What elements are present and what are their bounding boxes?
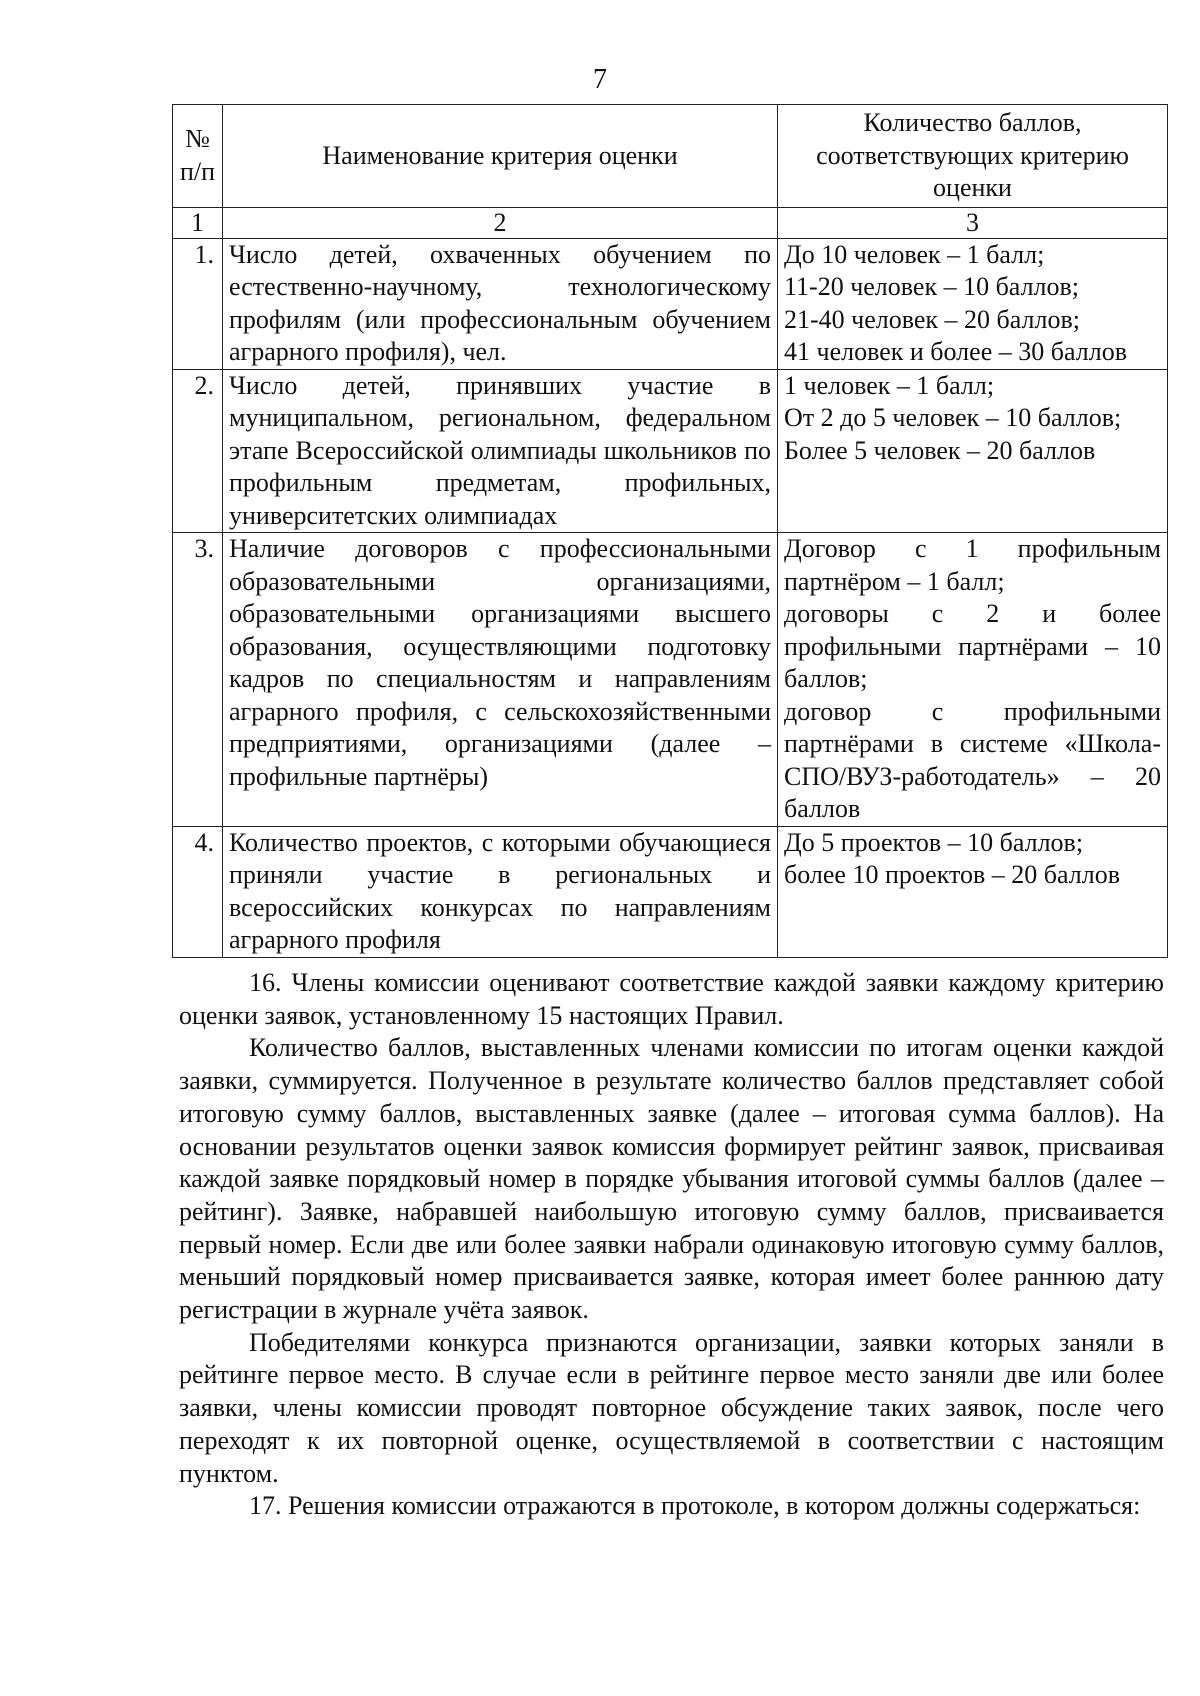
page-number: 7	[593, 64, 607, 95]
header-name: Наименование критерия оценки	[223, 105, 778, 208]
score-line: Договор с 1 профильным партнёром – 1 балл;	[784, 534, 1161, 596]
score-line: 41 человек и более – 30 баллов	[784, 337, 1127, 366]
row-number: 3.	[173, 533, 223, 827]
criterion-score	[778, 533, 1168, 827]
criteria-table	[172, 104, 1168, 958]
score-line: До 5 проектов – 10 баллов;	[784, 827, 1084, 857]
criterion-name: Число детей, принявших участие в муниципальном, региональном, федеральном этапе Всероссийской олимпиады школьников по профильным предметам, профильных, университетских олимпиадах	[223, 369, 778, 533]
criterion-score	[778, 238, 1168, 369]
criterion-name: Количество проектов, с которыми обучающиеся приняли участие в региональных и всероссийских конкурсах по направлениям аграрного профиля	[223, 826, 778, 957]
row-number: 4.	[173, 826, 223, 957]
header-score: Количество баллов, соответствующих критерию оценки	[778, 105, 1168, 208]
score-line: более 10 проектов – 20 баллов	[784, 860, 1121, 889]
table-row	[173, 826, 1168, 957]
index-cell: 3	[778, 207, 1168, 238]
criterion-score	[778, 369, 1168, 533]
score-line: От 2 до 5 человек – 10 баллов;	[784, 403, 1122, 432]
score-line: договор с профильными партнёрами в системе «Школа-СПО/ВУЗ-работодатель» – 20 баллов	[784, 696, 1161, 823]
score-line: До 10 человек – 1 балл;	[784, 239, 1045, 269]
score-line: договоры с 2 и более профильными партнёрами – 10 баллов;	[784, 599, 1161, 693]
row-number: 1.	[173, 238, 223, 369]
score-line: 1 человек – 1 балл;	[784, 370, 995, 400]
body-text	[179, 967, 1164, 1523]
row-number: 2.	[173, 369, 223, 533]
paragraph: 17. Решения комиссии отражаются в протоколе, в котором должны содержаться:	[249, 1491, 1141, 1521]
score-line: 21-40 человек – 20 баллов;	[784, 304, 1080, 334]
header-num: № п/п	[173, 105, 223, 208]
table-row	[173, 533, 1168, 827]
index-cell: 1	[173, 207, 223, 238]
criterion-score	[778, 826, 1168, 957]
table-row	[173, 369, 1168, 533]
score-line: 11-20 человек – 10 баллов;	[784, 272, 1080, 301]
table-row	[173, 238, 1168, 369]
score-line: Более 5 человек – 20 баллов	[784, 435, 1096, 465]
criterion-name: Наличие договоров с профессиональными образовательными организациями, образовательными организациями высшего образования, осуществляющими подготовку кадров по специальностям и направлениям аграрного профиля, с сельскохозяйственными предприятиями, организациями (далее – профильные партнёры)	[223, 533, 778, 827]
paragraph: Количество баллов, выставленных членами комиссии по итогам оценки каждой заявки, суммируется. Полученное в результате количество баллов представляет собой итоговую сумму баллов, выставленных заявке (далее – итоговая сумма баллов). На основании результатов оценки заявок комиссия формирует рейтинг заявок, присваивая каждой заявке порядковый номер в порядке убывания итоговой суммы баллов (далее – рейтинг). Заявке, набравшей наибольшую итоговую сумму баллов, присваивается первый номер. Если две или более заявки набрали одинаковую итоговую сумму баллов, меньший порядковый номер присваивается заявке, которая имеет более раннюю дату регистрации в журнале учёта заявок.	[179, 1033, 1164, 1325]
paragraph: Победителями конкурса признаются организации, заявки которых заняли в рейтинге первое место. В случае если в рейтинге первое место заняли две или более заявки, члены комиссии проводят повторное обсуждение таких заявок, после чего переходят к их повторной оценке, осуществляемой в соответствии с настоящим пунктом.	[179, 1327, 1164, 1488]
table-header-row	[173, 105, 1168, 208]
criterion-name: Число детей, охваченных обучением по естественно-научному, технологическому профилям (или профессиональным обучением аграрного профиля), чел.	[223, 238, 778, 369]
index-cell: 2	[223, 207, 778, 238]
paragraph: 16. Члены комиссии оценивают соответствие каждой заявки каждому критерию оценки заявок, установленному 15 настоящих Правил.	[179, 968, 1164, 1030]
table-index-row	[173, 207, 1168, 238]
